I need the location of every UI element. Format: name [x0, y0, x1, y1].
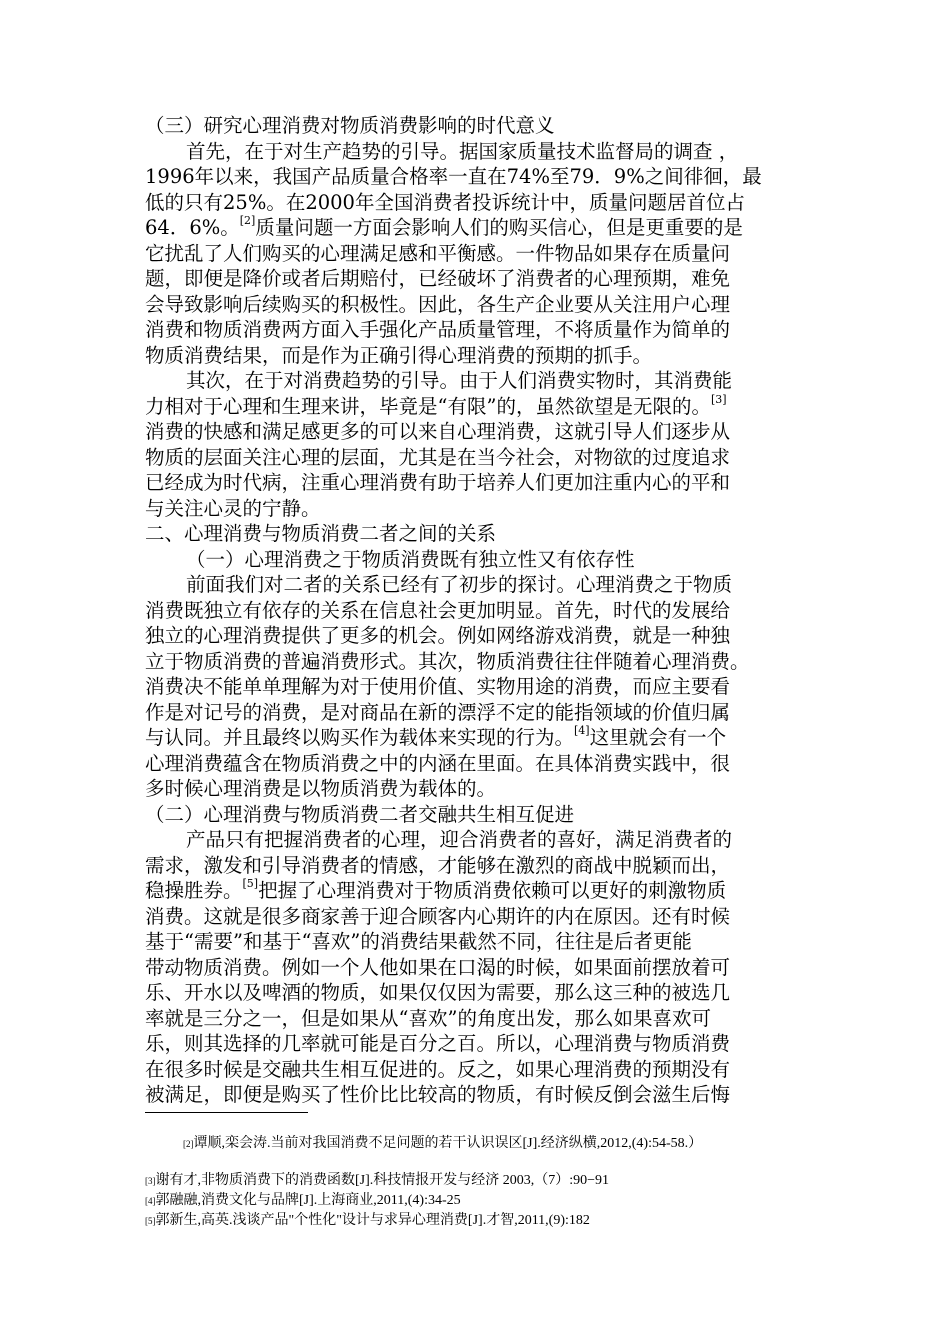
paragraph-line: 消费的快感和满足感更多的可以来自心理消费，这就引导人们逐步从	[145, 420, 731, 443]
footnote-4: [4]郭融融,消费文化与品牌[J].上海商业,2011,(4):34-25	[145, 1193, 461, 1208]
paragraph-line: 率就是三分之一，但是如果从“喜欢”的角度出发，那么如果喜欢可	[145, 1006, 711, 1030]
paragraph-line: 多时候心理消费是以物质消费为载体的。	[145, 777, 497, 800]
paragraph-line: 与认同。并且最终以购买作为载体来实现的行为。[4]这里就会有一个	[145, 724, 727, 749]
paragraph-line: 在很多时候是交融共生相互促进的。反之，如果心理消费的预期没有	[145, 1057, 731, 1081]
paragraph-line: 已经成为时代病，注重心理消费有助于培养人们更加注重内心的平和	[145, 471, 731, 494]
paragraph-line: 产品只有把握消费者的心理，迎合消费者的喜好，满足消费者的	[186, 828, 733, 851]
paragraph-line: 消费既独立有依存的关系在信息社会更加明显。首先，时代的发展给	[145, 598, 731, 622]
paragraph-line: 消费。这就是很多商家善于迎合顾客内心期许的内在原因。还有时候	[145, 904, 731, 928]
citation-ref[interactable]: [5]	[242, 877, 259, 890]
paragraph-line: 会导致影响后续购买的积极性。因此，各生产企业要从关注用户心理	[145, 292, 731, 316]
paragraph-line: 需求，激发和引导消费者的情感，才能够在激烈的商战中脱颖而出，	[145, 853, 731, 877]
paragraph-line: 带动物质消费。例如一个人他如果在口渴的时候，如果面前摆放着可	[145, 955, 731, 979]
paragraph-line: 乐、开水以及啤酒的物质，如果仅仅因为需要，那么这三种的被选几	[145, 981, 731, 1004]
paragraph-line: 消费决不能单单理解为对于使用价值、实物用途的消费，而应主要看	[145, 675, 731, 698]
paragraph-line: 作是对记号的消费，是对商品在新的漂浮不定的能指领域的价值归属	[145, 700, 731, 724]
footnote-separator	[145, 1112, 308, 1113]
paragraph-line: 消费和物质消费两方面入手强化产品质量管理，不将质量作为简单的	[145, 318, 731, 341]
paragraph-line: 立于物质消费的普遍消费形式。其次，物质消费往往伴随着心理消费。	[145, 649, 750, 673]
heading-line: （三）研究心理消费对物质消费影响的时代意义	[145, 114, 555, 137]
footnote-2: [2]谭顺,栾会涛.当前对我国消费不足问题的若干认识误区[J].经济纵横,2012,(4):54-58.）	[183, 1136, 703, 1151]
paragraph-line: 心理消费蕴含在物质消费之中的内涵在里面。在具体消费实践中，很	[145, 751, 731, 775]
footnote-3: [3]谢有才,非物质消费下的消费函数[J].科技情报开发与经济 2003,（7）:90−91	[145, 1173, 610, 1188]
paragraph-line: 与关注心灵的宁静。	[145, 496, 321, 520]
footnote-mark: [3]	[145, 1176, 156, 1186]
citation-ref[interactable]: [4]	[574, 724, 590, 737]
paragraph-line: 低的只有25%。在2000年全国消费者投诉统计中，质量问题居首位占	[145, 190, 745, 214]
footnote-mark: [2]	[183, 1139, 194, 1149]
paragraph-line: 首先，在于对生产趋势的引导。据国家质量技术监督局的调查 ，	[186, 139, 739, 163]
citation-ref[interactable]: [2]	[239, 214, 256, 227]
paragraph-line: 1996年以来，我国产品质量合格率一直在74%至79．9%之间徘徊，最	[145, 165, 762, 188]
section-heading: 二、心理消费与物质消费二者之间的关系	[145, 522, 497, 545]
paragraph-line: 力相对于心理和生理来讲，毕竟是“有限”的，虽然欲望是无限的。[3]	[145, 392, 727, 418]
paragraph-line: 题，即便是降价或者后期赔付，已经破坏了消费者的心理预期，难免	[145, 267, 731, 290]
paragraph-line: 物质的层面关注心理的层面，尤其是在当今社会，对物欲的过度追求	[145, 445, 731, 469]
paragraph-line: 它扰乱了人们购买的心理满足感和平衡感。一件物品如果存在质量问	[145, 241, 731, 265]
footnote-mark: [4]	[145, 1196, 156, 1206]
footnote-mark: [5]	[145, 1216, 156, 1226]
paragraph-line: 稳操胜券。[5]把握了心理消费对于物质消费依赖可以更好的刺激物质	[145, 877, 727, 902]
paragraph-line: 64．6%。[2]质量问题一方面会影响人们的购买信心，但是更重要的是	[145, 214, 743, 239]
paragraph-line: 其次，在于对消费趋势的引导。由于人们消费实物时，其消费能	[186, 369, 733, 392]
subsection-heading: （一）心理消费之于物质消费既有独立性又有依存性	[186, 547, 635, 571]
footnote-5: [5]郭新生,高英.浅谈产品"个性化"设计与求异心理消费[J].才智,2011,(9):182	[145, 1213, 590, 1228]
paragraph-line: 物质消费结果，而是作为正确引得心理消费的预期的抓手。	[145, 343, 653, 367]
subsection-heading: （二）心理消费与物质消费二者交融共生相互促进	[145, 802, 575, 826]
paragraph-line: 独立的心理消费提供了更多的机会。例如网络游戏消费，就是一种独	[145, 624, 731, 647]
paragraph-line: 被满足，即便是购买了性价比比较高的物质，有时候反倒会滋生后悔	[145, 1083, 731, 1106]
paragraph-line: 基于“需要”和基于“喜欢”的消费结果截然不同，往往是后者更能	[145, 930, 692, 953]
citation-ref[interactable]: [3]	[710, 392, 727, 406]
document-body	[145, 113, 807, 1108]
paragraph-line: 乐，则其选择的几率就可能是百分之百。所以，心理消费与物质消费	[145, 1032, 731, 1055]
paragraph-line: 前面我们对二者的关系已经有了初步的探讨。心理消费之于物质	[186, 573, 733, 596]
